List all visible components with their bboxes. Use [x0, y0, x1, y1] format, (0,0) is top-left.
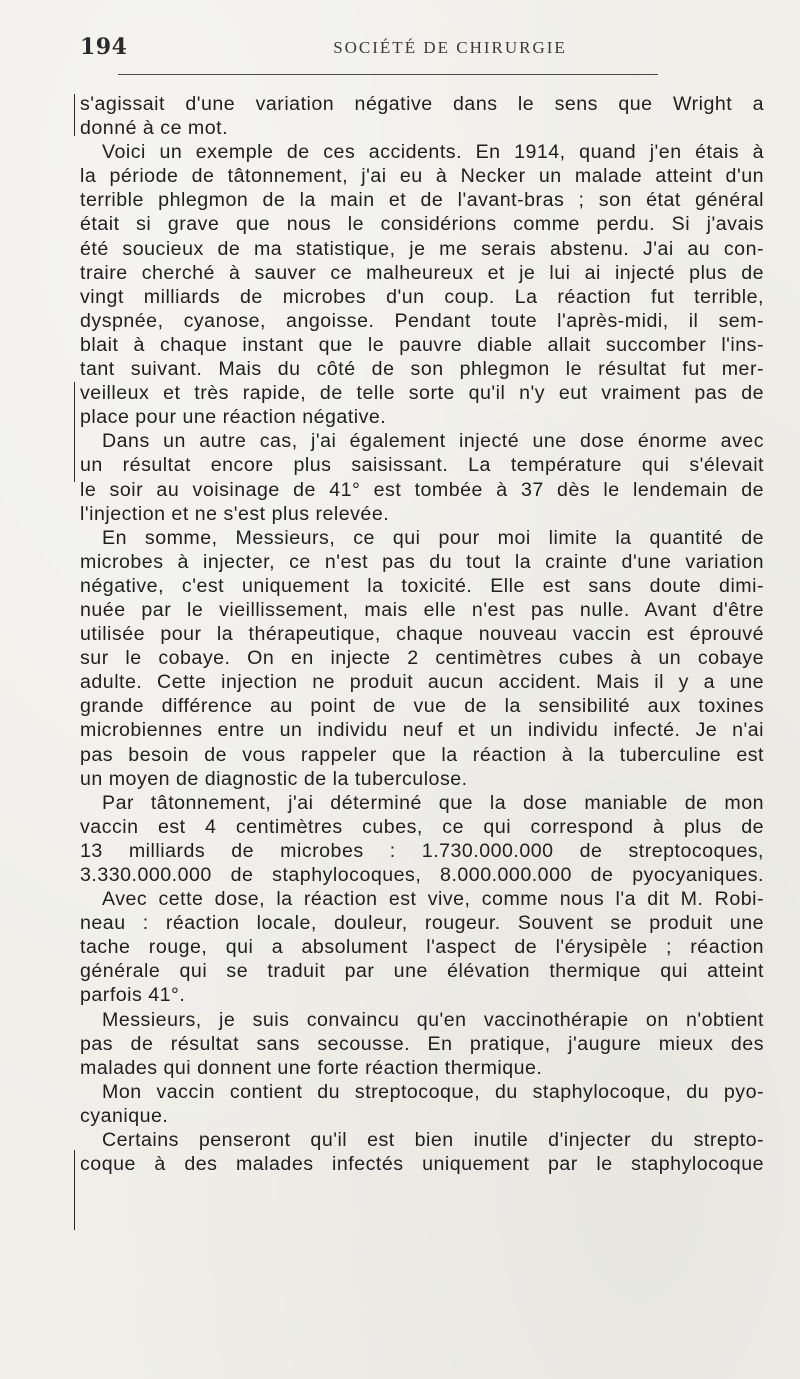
text-line: veilleux et très rapide, de telle sorte qu'il n'y eut vraiment pas de	[80, 382, 764, 405]
text-line: neau : réaction locale, douleur, rougeur. Souvent se produit une	[80, 912, 764, 935]
text-line: utilisée pour la thérapeutique, chaque nouveau vaccin est éprouvé	[80, 623, 764, 646]
margin-bracket-1	[74, 94, 75, 136]
text-line: place pour une réaction négative.	[80, 406, 387, 429]
text-line: Avec cette dose, la réaction est vive, comme nous l'a dit M. Robi-	[102, 888, 764, 911]
text-line: tache rouge, qui a absolument l'aspect de l'érysipèle ; réaction	[80, 936, 764, 959]
text-line: pas de résultat sans secousse. En pratique, j'augure mieux des	[80, 1032, 764, 1055]
text-line: parfois 41°.	[80, 984, 186, 1007]
text-line: cyanique.	[80, 1104, 169, 1127]
text-line: un résultat encore plus saisissant. La température qui s'élevait	[80, 454, 764, 477]
text-line: nuée par le vieillissement, mais elle n'est pas nulle. Avant d'être	[80, 598, 764, 621]
text-line: Par tâtonnement, j'ai déterminé que la dose maniable de mon	[102, 791, 764, 814]
text-line: dyspnée, cyanose, angoisse. Pendant toute l'après-midi, il sem-	[80, 309, 764, 332]
text-line: grande différence au point de vue de la sensibilité aux toxines	[80, 695, 764, 718]
text-line: le soir au voisinage de 41° est tombée à 37 dès le lendemain de	[80, 478, 764, 501]
margin-bracket-2	[74, 382, 75, 482]
text-line: microbes à injecter, ce n'est pas du tout la crainte d'une variation	[80, 550, 764, 573]
text-line: s'agissait d'une variation négative dans le sens que Wright a	[80, 93, 764, 115]
page-number: 194	[80, 34, 128, 60]
text-line: Certains penseront qu'il est bien inutile d'injecter du strepto-	[102, 1129, 764, 1152]
body-text	[80, 92, 764, 1176]
text-line: terrible phlegmon de la main et de l'avant-bras ; son état général	[80, 189, 764, 212]
text-line: Voici un exemple de ces accidents. En 1914, quand j'en étais à	[102, 141, 764, 164]
text-line: sur le cobaye. On en injecte 2 centimètres cubes à un cobaye	[80, 647, 764, 670]
running-head: SOCIÉTÉ DE CHIRURGIE	[333, 38, 567, 57]
text-line: négative, c'est uniquement la toxicité. Elle est sans doute dimi-	[80, 574, 764, 597]
text-line: un moyen de diagnostic de la tuberculose.	[80, 767, 468, 790]
text-line: Messieurs, je suis convaincu qu'en vaccinothérapie on n'obtient	[102, 1008, 764, 1031]
text-line: malades qui donnent une forte réaction thermique.	[80, 1056, 543, 1079]
text-line: microbiennes entre un individu neuf et un individu infecté. Je n'ai	[80, 719, 764, 742]
margin-bracket-3	[74, 1150, 75, 1230]
text-line: la période de tâtonnement, j'ai eu à Necker un malade atteint d'un	[80, 165, 764, 188]
text-line: générale qui se traduit par une élévation thermique qui atteint	[80, 960, 764, 983]
text-line: 13 milliards de microbes : 1.730.000.000 de streptocoques,	[80, 839, 764, 862]
text-line: 3.330.000.000 de staphylocoques, 8.000.000.000 de pyocyaniques.	[80, 864, 764, 886]
text-line: vaccin est 4 centimètres cubes, ce qui correspond à plus de	[80, 815, 764, 838]
text-line: donné à ce mot.	[80, 117, 229, 140]
text-line: l'injection et ne s'est plus relevée.	[80, 502, 390, 525]
header-rule	[118, 74, 658, 75]
text-line: traire cherché à sauver ce malheureux et je lui ai injecté plus de	[80, 261, 764, 284]
text-line: vingt milliards de microbes d'un coup. La réaction fut terrible,	[80, 285, 764, 308]
text-line: coque à des malades infectés uniquement par le staphylocoque	[80, 1153, 764, 1176]
text-line: Dans un autre cas, j'ai également injecté une dose énorme avec	[102, 430, 764, 453]
text-line: été soucieux de ma statistique, je me serais abstenu. J'ai au con-	[80, 237, 764, 260]
text-line: En somme, Messieurs, ce qui pour moi limite la quantité de	[102, 526, 764, 549]
text-line: pas besoin de vous rappeler que la réaction à la tuberculine est	[80, 743, 764, 766]
text-line: adulte. Cette injection ne produit aucun accident. Mais il y a une	[80, 671, 764, 694]
text-line: tant suivant. Mais du côté de son phlegmon le résultat fut mer-	[80, 358, 764, 381]
page-header	[80, 28, 760, 58]
text-line: était si grave que nous le considérions comme perdu. Si j'avais	[80, 213, 764, 236]
text-line: blait à chaque instant que le pauvre diable allait succomber l'ins-	[80, 333, 764, 356]
text-line: Mon vaccin contient du streptocoque, du staphylocoque, du pyo-	[102, 1080, 764, 1103]
